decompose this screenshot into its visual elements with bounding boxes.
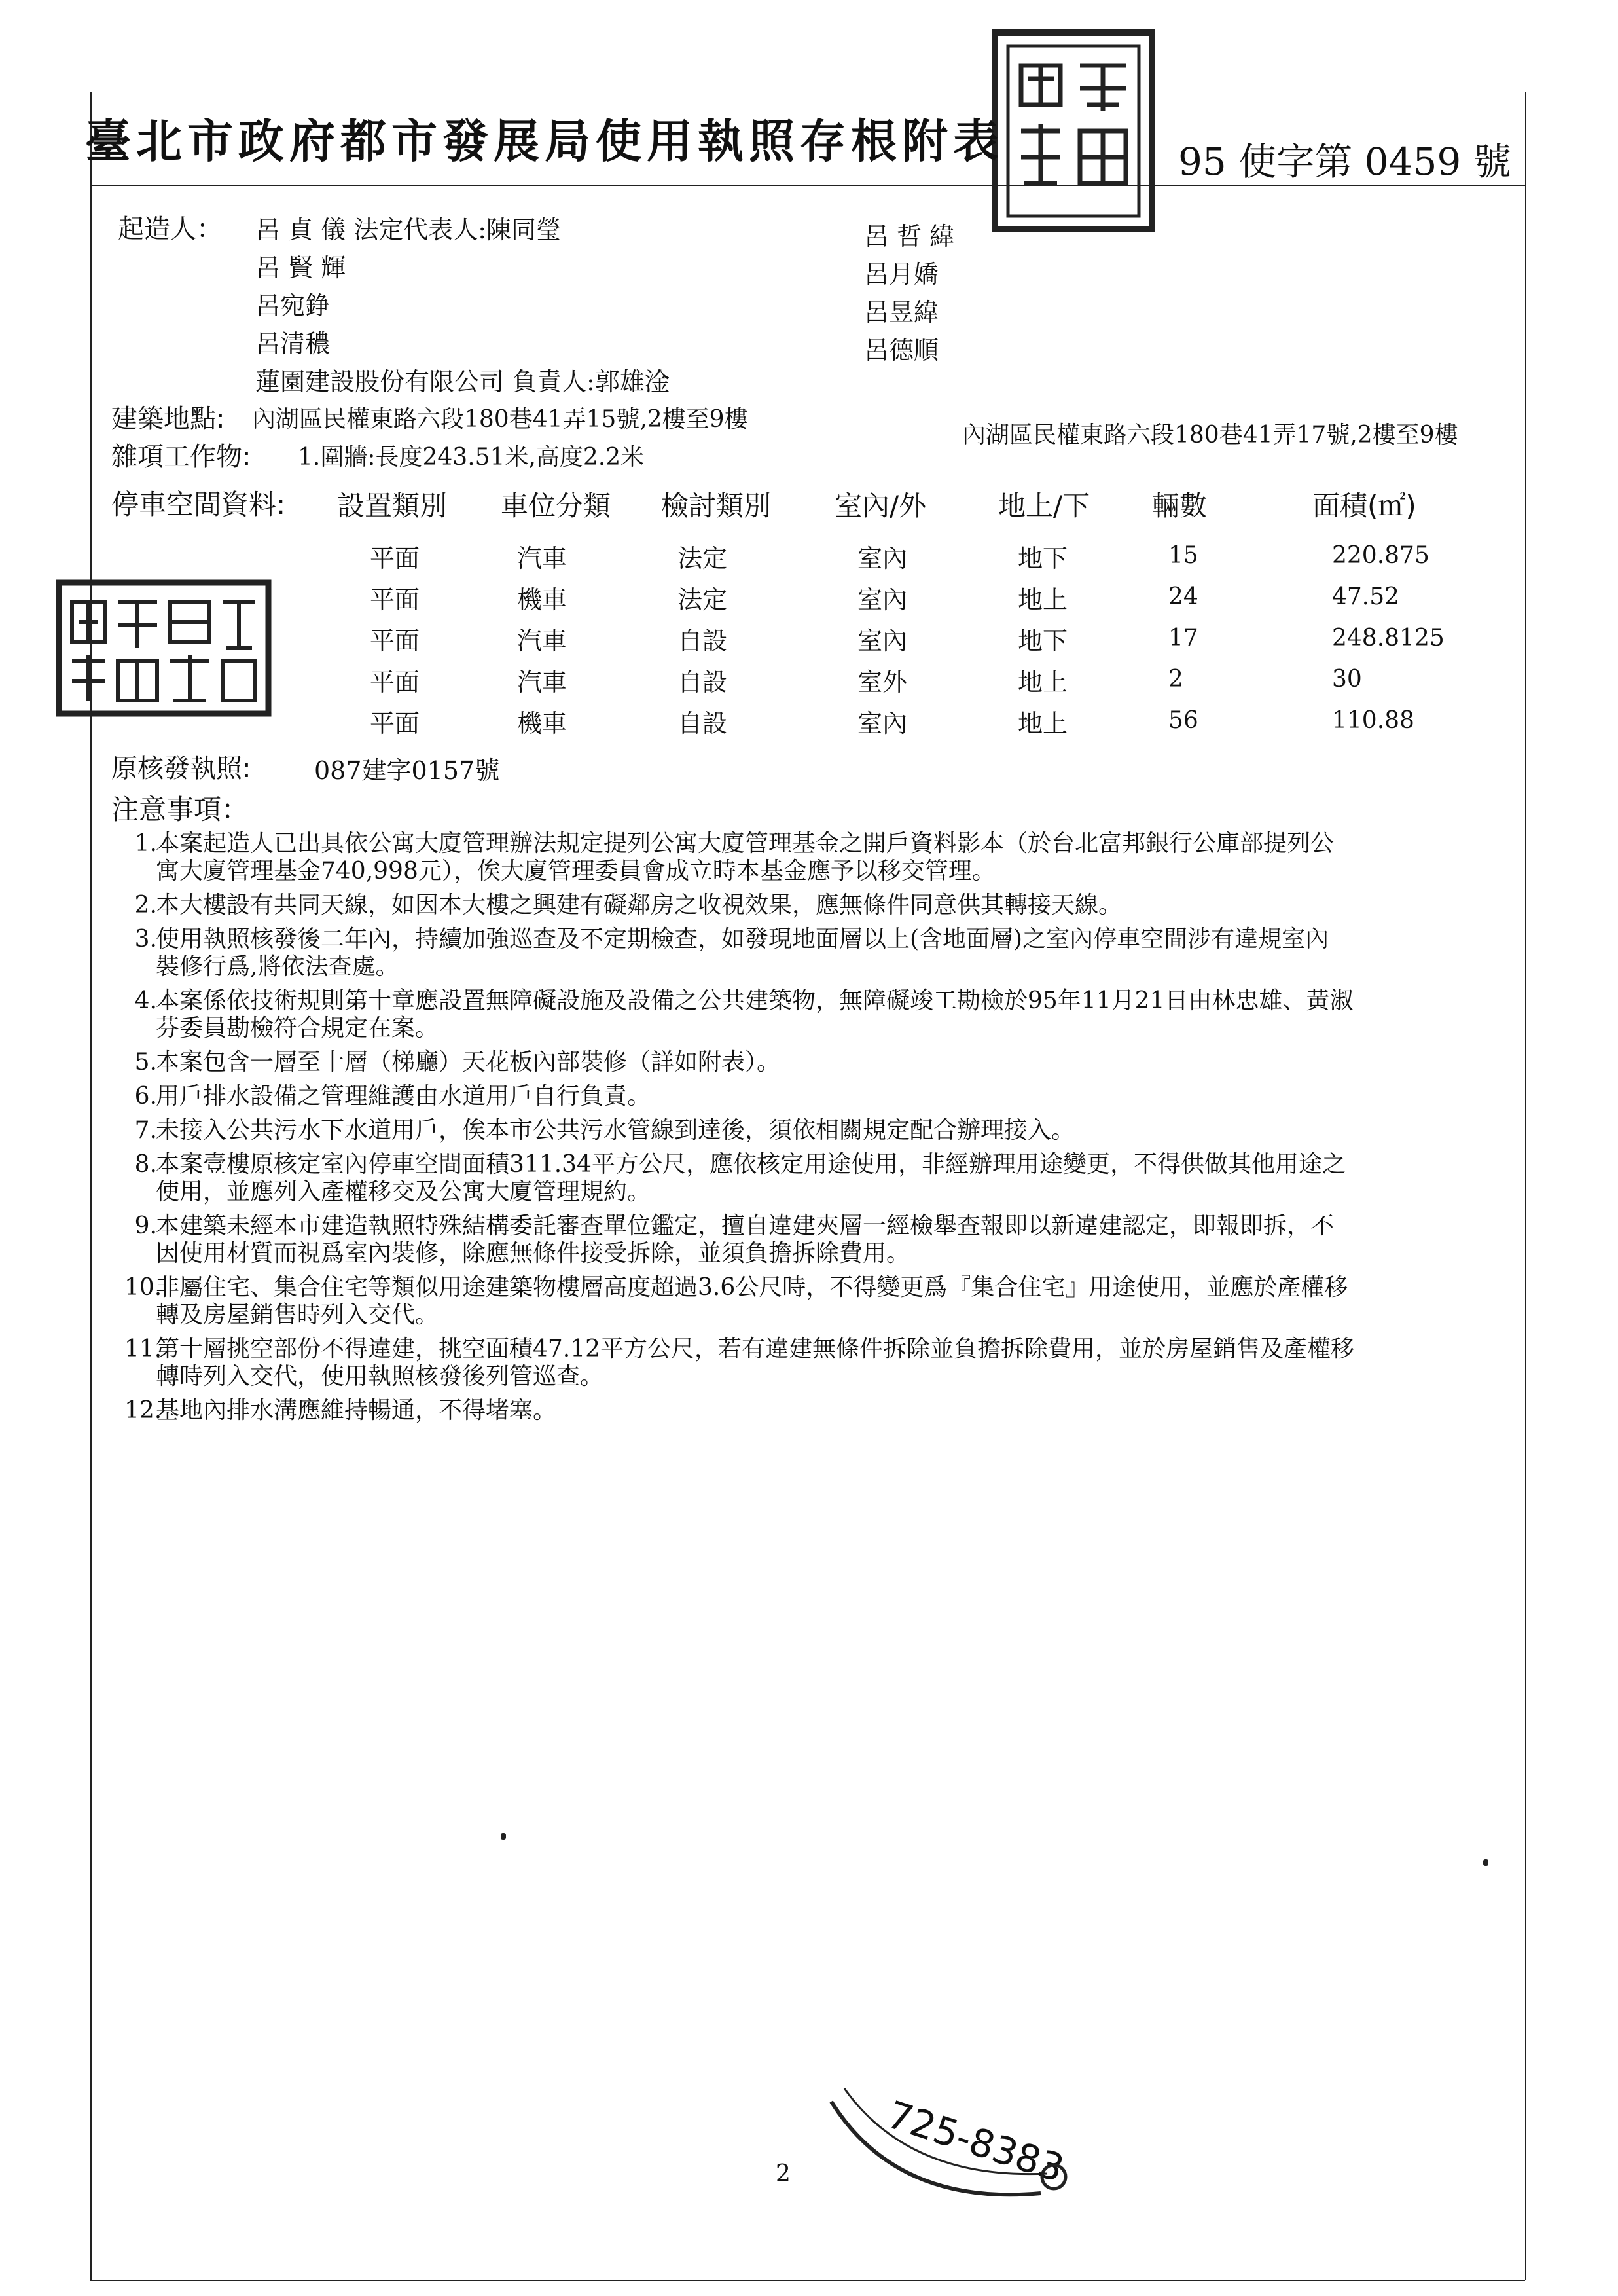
parking-cell: 15: [1168, 542, 1198, 569]
applicant-right-2: 呂月嬌: [864, 260, 939, 289]
original-license-label: 原核發執照:: [111, 754, 251, 784]
applicant-left-3: 呂宛錚: [255, 291, 331, 320]
note-item: [124, 1049, 1532, 1076]
note-line: 本建築未經本市建造執照特殊結構委託審查單位鑑定，擅自違建夾層一經檢舉查報即以新違建認定，即報即拆，不: [156, 1212, 1335, 1239]
permit-number: 95 使字第 0459 號: [1178, 139, 1511, 184]
note-number: 8.: [134, 1151, 157, 1178]
parking-cell: 室內: [857, 627, 908, 655]
note-line: 用戶排水設備之管理維護由水道用戶自行負責。: [156, 1083, 651, 1110]
note-number: 2.: [134, 892, 157, 919]
applicants-label: 起造人：: [118, 214, 223, 244]
note-line: 本案係依技術規則第十章應設置無障礙設施及設備之公共建築物，無障礙竣工勘檢於95年11月21日由林忠雄、黃淑: [156, 987, 1354, 1014]
note-number: 6.: [134, 1083, 157, 1110]
parking-cell: 法定: [677, 585, 728, 614]
parking-cell: 平面: [370, 668, 420, 697]
official-seal-left: [52, 576, 275, 720]
parking-cell: 室內: [857, 585, 908, 614]
parking-header: 設置類別: [337, 490, 448, 522]
note-item: [124, 1274, 1532, 1329]
parking-header: 檢討類別: [661, 490, 772, 522]
applicant-left-1: 呂 貞 儀 法定代表人:陳同瑩: [255, 215, 562, 244]
parking-cell: 室內: [857, 709, 908, 738]
applicant-right-1: 呂 哲 緯: [864, 222, 955, 251]
note-line: 裝修行爲,將依法查處。: [156, 953, 399, 980]
parking-cell: 平面: [370, 585, 420, 614]
note-number: 3.: [134, 926, 157, 953]
note-number: 9.: [134, 1212, 157, 1239]
parking-cell: 機車: [517, 709, 567, 738]
parking-cell: 56: [1168, 707, 1198, 734]
site-address-2: 內湖區民權東路六段180巷41弄17號,2樓至9樓: [962, 422, 1458, 448]
parking-header: 面積(㎡): [1312, 490, 1416, 522]
note-line: 第十層挑空部份不得違建，挑空面積47.12平方公尺，若有違建無條件拆除並負擔拆除費用，並於房屋銷售及產權移: [156, 1336, 1355, 1362]
official-seal-top: [982, 26, 1165, 242]
note-number: 10.: [124, 1274, 162, 1301]
parking-cell: 248.8125: [1332, 625, 1445, 651]
parking-cell: 自設: [677, 627, 728, 655]
note-number: 1.: [134, 830, 157, 857]
parking-cell: 地上: [1018, 585, 1068, 614]
parking-cell: 汽車: [517, 544, 567, 573]
parking-cell: 平面: [370, 709, 420, 738]
note-item: [124, 1117, 1532, 1144]
site-label: 建築地點:: [111, 404, 225, 434]
parking-cell: 機車: [517, 585, 567, 614]
parking-label: 停車空間資料:: [111, 488, 286, 520]
note-number: 4.: [134, 987, 157, 1014]
note-line: 使用，並應列入產權移交及公寓大廈管理規約。: [156, 1178, 651, 1205]
note-number: 7.: [134, 1117, 157, 1144]
parking-cell: 室外: [857, 668, 908, 697]
notes-label: 注意事項：: [111, 793, 249, 826]
note-item: [124, 1336, 1532, 1391]
parking-cell: 室內: [857, 544, 908, 573]
note-line: 本案包含一層至十層（梯廳）天花板內部裝修（詳如附表）。: [156, 1049, 781, 1076]
applicant-left-4: 呂清穠: [255, 329, 331, 358]
stamp-number: 725-8383: [882, 2092, 1070, 2191]
note-line: 使用執照核發後二年內，持續加強巡查及不定期檢查，如發現地面層以上(含地面層)之室內停車空間涉有違規室內: [156, 926, 1329, 953]
note-item: [124, 1397, 1532, 1425]
parking-cell: 17: [1168, 625, 1198, 651]
parking-cell: 平面: [370, 627, 420, 655]
note-line: 轉及房屋銷售時列入交代。: [156, 1302, 439, 1328]
scan-speck: [1483, 1859, 1488, 1866]
parking-cell: 24: [1168, 583, 1198, 610]
applicant-right-3: 呂昱緯: [864, 298, 939, 327]
parking-cell: 47.52: [1332, 583, 1400, 610]
note-line: 轉時列入交代，使用執照核發後列管巡查。: [156, 1363, 604, 1390]
applicant-right-4: 呂德順: [864, 336, 939, 365]
note-item: [124, 1212, 1532, 1267]
scan-speck: [501, 1833, 506, 1840]
page-number: 2: [776, 2160, 791, 2187]
parking-cell: 法定: [677, 544, 728, 573]
note-item: [124, 1151, 1532, 1206]
original-license-value: 087建字0157號: [314, 756, 500, 785]
note-line: 未接入公共污水下水道用戶，俟本市公共污水管線到達後，須依相關規定配合辦理接入。: [156, 1117, 1075, 1144]
parking-cell: 地下: [1018, 627, 1068, 655]
parking-cell: 地上: [1018, 668, 1068, 697]
note-number: 12.: [124, 1397, 162, 1424]
parking-cell: 30: [1332, 666, 1362, 693]
parking-cell: 地上: [1018, 709, 1068, 738]
applicant-left-2: 呂 賢 輝: [255, 253, 346, 282]
parking-header: 地上/下: [998, 490, 1090, 522]
footer-rule: [90, 2280, 1525, 2281]
parking-cell: 自設: [677, 709, 728, 738]
parking-cell: 110.88: [1332, 707, 1414, 734]
parking-header: 輛數: [1152, 490, 1208, 522]
parking-cell: 220.875: [1332, 542, 1429, 569]
parking-cell: 汽車: [517, 668, 567, 697]
parking-header: 車位分類: [501, 490, 611, 522]
parking-cell: 地下: [1018, 544, 1068, 573]
note-item: [124, 987, 1532, 1042]
note-line: 本案起造人已出具依公寓大廈管理辦法規定提列公寓大廈管理基金之開戶資料影本（於台北富邦銀行公庫部提列公: [156, 830, 1335, 857]
parking-cell: 自設: [677, 668, 728, 697]
note-item: [124, 892, 1532, 919]
note-line: 因使用材質而視爲室內裝修，除應無條件接受拆除，並須負擔拆除費用。: [156, 1240, 910, 1267]
note-line: 基地內排水溝應維持暢通，不得堵塞。: [156, 1397, 557, 1424]
note-item: [124, 830, 1532, 885]
note-line: 芬委員勘檢符合規定在案。: [156, 1015, 439, 1042]
note-item: [124, 926, 1532, 981]
parking-header: 室內/外: [835, 490, 927, 522]
note-line: 本大樓設有共同天線，如因本大樓之興建有礙鄰房之收視效果，應無條件同意供其轉接天線。: [156, 892, 1123, 919]
parking-cell: 汽車: [517, 627, 567, 655]
note-line: 寓大廈管理基金740,998元），俟大廈管理委員會成立時本基金應予以移交管理。: [156, 858, 996, 884]
note-line: 本案壹樓原核定室內停車空間面積311.34平方公尺，應依核定用途使用，非經辦理用途變更，不得供做其他用途之: [156, 1151, 1346, 1178]
applicant-left-5: 蓮園建設股份有限公司 負責人:郭雄淦: [255, 367, 670, 396]
misc-label: 雜項工作物:: [111, 442, 251, 472]
parking-cell: 2: [1168, 666, 1183, 693]
note-item: [124, 1083, 1532, 1110]
note-number: 11.: [124, 1336, 162, 1362]
parking-cell: 平面: [370, 544, 420, 573]
note-line: 非屬住宅、集合住宅等類似用途建築物樓層高度超過3.6公尺時，不得變更爲『集合住宅』用途使用，並應於產權移: [156, 1274, 1348, 1301]
note-number: 5.: [134, 1049, 157, 1076]
page-title: 臺北市政府都市發展局使用執照存根附表: [85, 114, 1004, 168]
site-address-1: 內湖區民權東路六段180巷41弄15號,2樓至9樓: [252, 406, 748, 433]
stamp-number-seal: [818, 2062, 1093, 2213]
misc-value: 1.圍牆:長度243.51米,高度2.2米: [298, 444, 645, 471]
